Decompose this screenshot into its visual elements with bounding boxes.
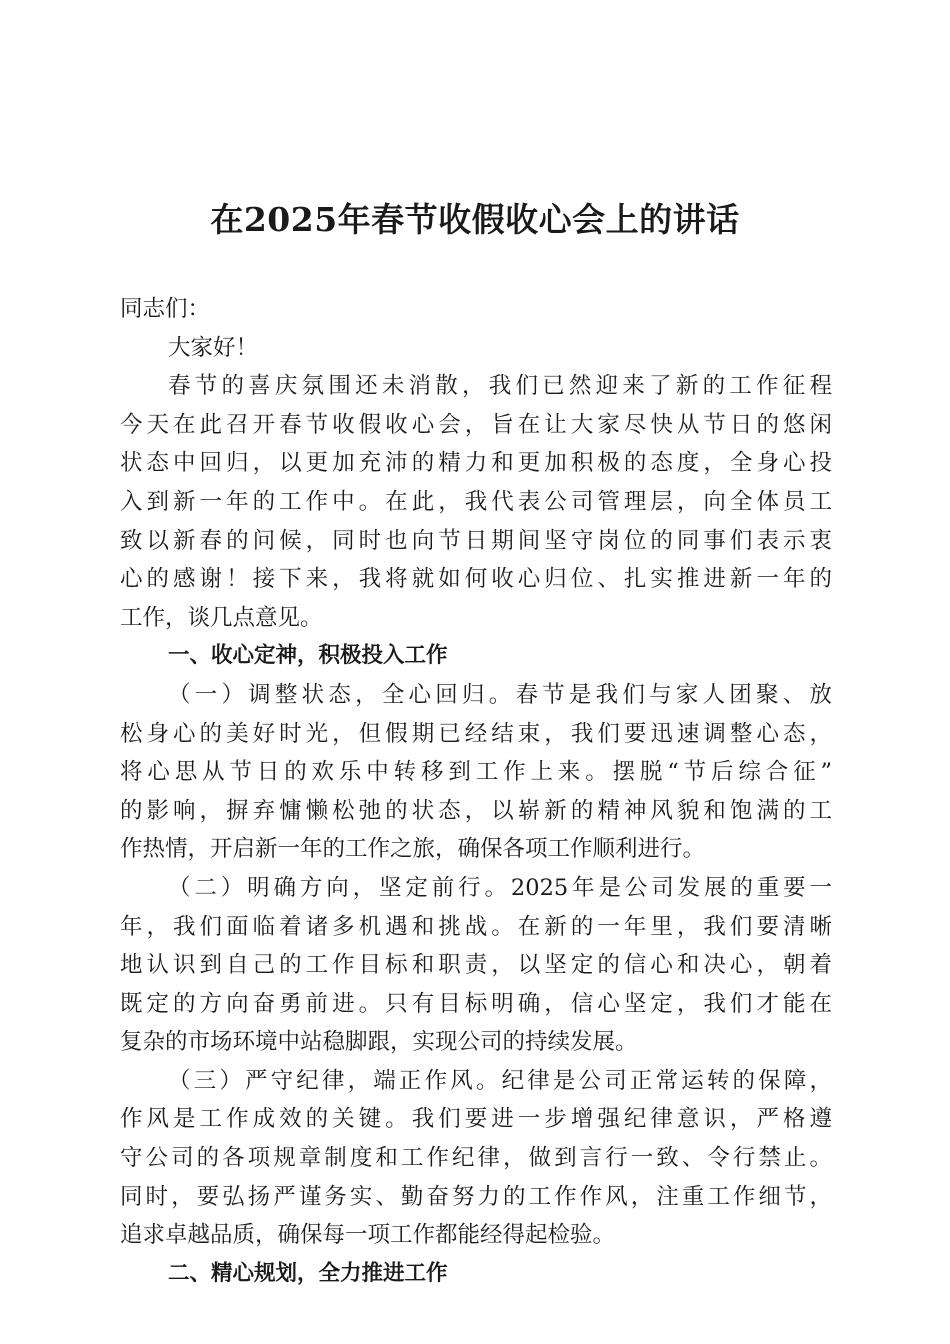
paragraph-line: 入到新一年的工作中。在此，我代表公司管理层，向全体员工 [120, 488, 832, 515]
paragraph-line: 将心思从节日的欢乐中转移到工作上来。摆脱“节后综合征” [120, 759, 832, 786]
paragraph-line: 年，我们面临着诸多机遇和挑战。在新的一年里，我们要清晰 [120, 913, 832, 940]
paragraph-line: 的影响，摒弃慵懒松弛的状态，以崭新的精神风貌和饱满的工 [120, 797, 832, 824]
paragraph-line: 复杂的市场环境中站稳脚跟，实现公司的持续发展。 [120, 1029, 638, 1056]
paragraph-line: 松身心的美好时光，但假期已经结束，我们要迅速调整心态， [120, 720, 832, 747]
paragraph-line: 春节的喜庆氛围还未消散，我们已然迎来了新的工作征程 [168, 373, 832, 400]
paragraph-line: 既定的方向奋勇前进。只有目标明确，信心坚定，我们才能在 [120, 990, 832, 1017]
section-heading: 一、收心定神，积极投入工作 [168, 643, 448, 669]
paragraph-line: 大家好！ [168, 334, 259, 361]
paragraph-line: 同时，要弘扬严谨务实、勤奋努力的工作作风，注重工作细节， [120, 1183, 832, 1210]
paragraph-line: 工作，谈几点意见。 [120, 604, 323, 631]
paragraph-line: 心的感谢！接下来，我将就如何收心归位、扎实推进新一年的 [120, 566, 832, 593]
document-body [120, 290, 832, 1293]
paragraph-line: 守公司的各项规章制度和工作纪律，做到言行一致、令行禁止。 [120, 1145, 832, 1172]
paragraph-line: 状态中回归，以更加充沛的精力和更加积极的态度，全身心投 [120, 450, 832, 477]
paragraph-line: 同志们： [120, 296, 211, 322]
paragraph-line: 作热情，开启新一年的工作之旅，确保各项工作顺利进行。 [120, 836, 706, 863]
document-title: 在2025年春节收假收心会上的讲话 [210, 200, 740, 239]
paragraph-line: （一）调整状态，全心回归。春节是我们与家人团聚、放 [168, 681, 832, 708]
paragraph-line: （三）严守纪律，端正作风。纪律是公司正常运转的保障， [168, 1067, 832, 1094]
paragraph-line: 作风是工作成效的关键。我们要进一步增强纪律意识，严格遵 [120, 1106, 832, 1133]
paragraph-line: 致以新春的问候，同时也向节日期间坚守岗位的同事们表示衷 [120, 527, 832, 554]
paragraph-line: 追求卓越品质，确保每一项工作都能经得起检验。 [120, 1222, 616, 1249]
section-heading: 二、精心规划，全力推进工作 [168, 1260, 448, 1286]
paragraph-line: 地认识到自己的工作目标和职责，以坚定的信心和决心，朝着 [120, 952, 832, 979]
paragraph-line: （二）明确方向，坚定前行。2025年是公司发展的重要一 [168, 874, 832, 901]
paragraph-line: 今天在此召开春节收假收心会，旨在让大家尽快从节日的悠闲 [120, 411, 832, 438]
